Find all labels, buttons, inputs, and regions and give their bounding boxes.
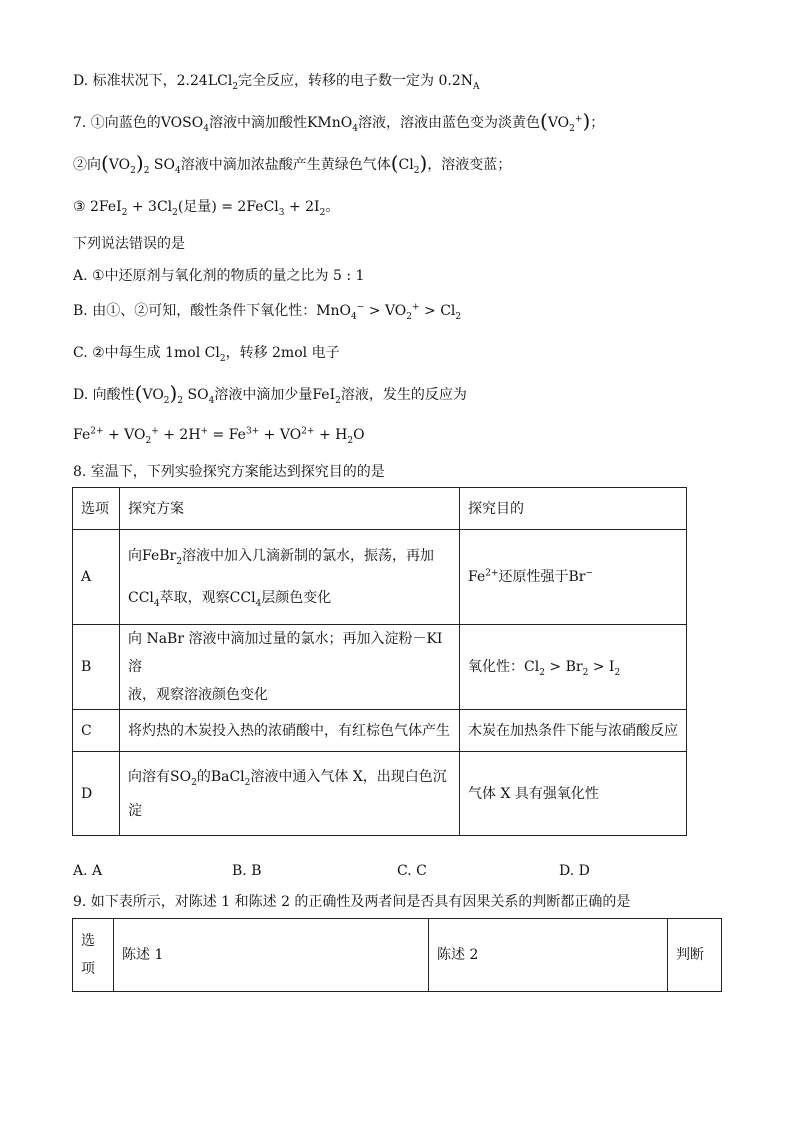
q8-title: 8. 室温下，下列实验探究方案能达到探究目的的是 [73, 464, 385, 480]
header-plan: 探究方案 [120, 488, 460, 530]
q9-table [72, 918, 722, 992]
q8-options [73, 861, 633, 881]
option-c[interactable]: C. C [397, 863, 427, 879]
option-b[interactable]: B. B [232, 863, 262, 879]
q7-equation: $Fe^{2+} + VO_2^+ + 2H^+ = Fe^{3+} + VO^{2+} + H_2O$ [73, 426, 365, 446]
q9-title: 9. 如下表所示，对陈述 1 和陈述 2 的正确性及两者间是否具有因果关系的判断都正确的是 [73, 894, 631, 910]
table-row: A 向FeBr$_2$溶液中加入几滴新制的氯水，振荡，再加 CCl$_4$萃取，观察CCl$_4$层颜色变化 $Fe^{2+}$还原性强于Br− [73, 530, 687, 625]
header-statement-2: 陈述 2 [429, 919, 668, 992]
q7-line-3: ③ $2FeI_2 + 3Cl_2$(足量) = 2FeCl$_3$ + $2I_2$。 [73, 199, 340, 218]
option-a[interactable]: A. A [73, 863, 103, 879]
table-header-row [73, 488, 687, 530]
q7-option-a: A. ①中还原剂与氧化剂的物质的量之比为 5 : 1 [73, 268, 365, 284]
table-row: C 将灼热的木炭投入热的浓硝酸中，有红棕色气体产生 木炭在加热条件下能与浓硝酸反应 [73, 710, 687, 752]
q7-line-1: 7. ①向蓝色的$VOSO_4$溶液中滴加酸性KMnO$_4$溶液，溶液由蓝色变为淡黄色$(VO_2^+)$； [73, 109, 605, 134]
q6-option-d: D. 标准状况下，2.24LCl$_2$完全反应，转移的电子数一定为 $0.2N_A$ [73, 73, 480, 92]
q7-stem: 下列说法错误的是 [73, 236, 185, 252]
q7-option-c: C. ②中每生成 1mol $Cl_2$，转移 2mol 电子 [73, 345, 340, 364]
header-option: 选项 [73, 488, 120, 530]
q7-line-2: ②向$(VO_2)_2$ $SO_4$溶液中滴加浓盐酸产生黄绿色气体$(Cl_2)$，溶液变蓝； [73, 151, 512, 176]
header-statement-1: 陈述 1 [114, 919, 429, 992]
table-header-row: 选 项 陈述 1 陈述 2 判断 [73, 919, 722, 992]
option-d[interactable]: D. D [559, 863, 590, 879]
table-row: D 向溶有$SO_2$的BaCl$_2$溶液中通入气体 X，出现白色沉 淀 气体 X 具有强氧化性 [73, 752, 687, 836]
q7-option-b: B. 由①、②可知，酸性条件下氧化性：$MnO_4^- > VO_2^+ > Cl_2$ [73, 302, 462, 322]
header-goal: 探究目的 [460, 488, 687, 530]
header-judgement: 判断 [668, 919, 722, 992]
table-row: B 向 NaBr 溶液中滴加过量的氯水；再加入淀粉－KI 溶 液，观察溶液颜色变化 氧化性：$Cl_2 > Br_2 > I_2$ [73, 625, 687, 710]
q7-option-d: D. 向酸性$(VO_2)_2$ $SO_4$溶液中滴加少量FeI$_2$溶液，发生的反应为 [73, 381, 467, 406]
q8-table [72, 487, 687, 836]
